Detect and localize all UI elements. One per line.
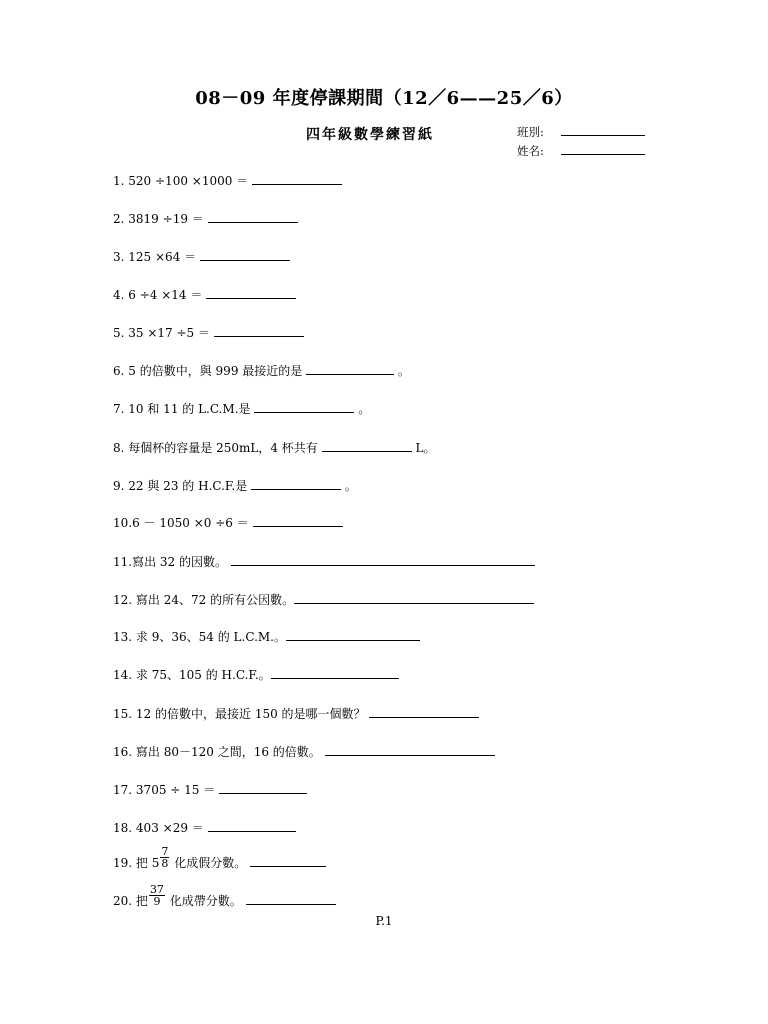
question-number: 13. xyxy=(113,630,133,644)
fraction-numerator: 37 xyxy=(149,883,164,896)
answer-blank[interactable] xyxy=(286,628,420,641)
fraction-denominator: 8 xyxy=(161,857,169,870)
answer-blank[interactable] xyxy=(208,819,296,832)
question-suffix: 。 xyxy=(397,364,410,378)
question-4 xyxy=(113,286,296,303)
question-text-after: 化成假分數。 xyxy=(174,856,247,870)
question-text: 12 的倍數中，最接近 150 的是哪一個數？ xyxy=(135,707,366,721)
question-number: 2. xyxy=(113,212,125,226)
question-suffix: L。 xyxy=(415,441,436,455)
question-14 xyxy=(113,666,399,683)
question-1 xyxy=(113,172,342,189)
question-18 xyxy=(113,819,296,836)
worksheet-subtitle: 四年級數學練習紙 xyxy=(306,127,434,143)
class-label: 班別: xyxy=(517,125,544,139)
question-number: 14. xyxy=(113,668,133,682)
question-text: 520 ÷100 ×1000 ＝ xyxy=(128,174,249,188)
question-13 xyxy=(113,628,420,645)
question-text: 求 75、105 的 H.C.F.。 xyxy=(135,668,271,682)
question-number: 1. xyxy=(113,174,125,188)
class-blank[interactable] xyxy=(561,125,645,136)
question-8 xyxy=(113,439,435,456)
question-17 xyxy=(113,781,307,798)
question-number: 17. xyxy=(113,783,133,797)
question-number: 11. xyxy=(113,555,133,569)
answer-blank[interactable] xyxy=(254,400,354,413)
answer-blank[interactable] xyxy=(306,362,394,375)
question-number: 7. xyxy=(113,402,125,416)
fraction-numerator: 7 xyxy=(161,845,169,858)
answer-blank[interactable] xyxy=(369,705,479,718)
question-number: 18. xyxy=(113,821,133,835)
question-2 xyxy=(113,210,298,227)
question-15 xyxy=(113,705,479,722)
answer-blank[interactable] xyxy=(246,892,336,905)
answer-blank[interactable] xyxy=(206,286,296,299)
answer-blank[interactable] xyxy=(251,477,341,490)
question-text: 22 與 23 的 H.C.F.是 xyxy=(128,479,248,493)
question-number: 20. xyxy=(113,894,133,908)
page-number: P.1 xyxy=(375,914,393,928)
question-suffix: 。 xyxy=(358,402,371,416)
answer-blank[interactable] xyxy=(294,591,534,604)
question-19 xyxy=(113,846,326,871)
answer-blank[interactable] xyxy=(208,210,298,223)
question-number: 15. xyxy=(113,707,133,721)
question-3 xyxy=(113,248,290,265)
question-6 xyxy=(113,362,410,379)
question-text: 每個杯的容量是 250mL，4 杯共有 xyxy=(128,441,318,455)
question-text: 6 － 1050 ×0 ÷6 ＝ xyxy=(132,516,249,530)
question-16 xyxy=(113,743,495,760)
answer-blank[interactable] xyxy=(200,248,290,261)
name-field xyxy=(517,143,645,159)
question-number: 5. xyxy=(113,326,125,340)
answer-blank[interactable] xyxy=(325,743,495,756)
question-suffix: 。 xyxy=(344,479,357,493)
question-text: 10 和 11 的 L.C.M.是 xyxy=(128,402,251,416)
question-number: 4. xyxy=(113,288,125,302)
question-text: 寫出 80－120 之間，16 的倍數。 xyxy=(135,745,321,759)
question-text: 3705 ÷ 15 ＝ xyxy=(135,783,216,797)
answer-blank[interactable] xyxy=(252,172,342,185)
class-field xyxy=(517,124,645,140)
question-text-before: 把 xyxy=(135,894,148,908)
question-text: 3819 ÷19 ＝ xyxy=(128,212,204,226)
question-12 xyxy=(113,591,534,608)
question-text: 6 ÷4 ×14 ＝ xyxy=(128,288,203,302)
question-7 xyxy=(113,400,370,417)
answer-blank[interactable] xyxy=(322,439,412,452)
name-blank[interactable] xyxy=(561,144,645,155)
question-number: 6. xyxy=(113,364,125,378)
page-title: 08－09 年度停課期間（12／6——25／6） xyxy=(195,88,573,109)
question-number: 19. xyxy=(113,856,133,870)
answer-blank[interactable] xyxy=(214,324,304,337)
question-text-after: 化成帶分數。 xyxy=(169,894,242,908)
answer-blank[interactable] xyxy=(219,781,307,794)
answer-blank[interactable] xyxy=(231,553,535,566)
name-label: 姓名: xyxy=(517,144,544,158)
question-10 xyxy=(113,514,343,531)
question-text: 求 9、36、54 的 L.C.M.。 xyxy=(135,630,286,644)
fraction-denominator: 9 xyxy=(153,895,161,908)
question-text: 寫出 32 的因數。 xyxy=(132,555,227,569)
answer-blank[interactable] xyxy=(271,666,399,679)
question-number: 8. xyxy=(113,441,125,455)
question-11 xyxy=(113,553,535,570)
question-text-before: 把 5 xyxy=(135,856,160,870)
question-number: 3. xyxy=(113,250,125,264)
question-9 xyxy=(113,477,357,494)
question-text: 403 ×29 ＝ xyxy=(135,821,204,835)
fraction xyxy=(160,846,169,869)
fraction xyxy=(149,884,165,907)
question-text: 125 ×64 ＝ xyxy=(128,250,197,264)
question-text: 5 的倍數中，與 999 最接近的是 xyxy=(128,364,303,378)
question-20 xyxy=(113,884,336,909)
question-text: 35 ×17 ÷5 ＝ xyxy=(128,326,211,340)
question-number: 12. xyxy=(113,593,133,607)
question-number: 10. xyxy=(113,516,133,530)
answer-blank[interactable] xyxy=(253,514,343,527)
question-number: 16. xyxy=(113,745,133,759)
question-5 xyxy=(113,324,304,341)
answer-blank[interactable] xyxy=(250,854,326,867)
question-number: 9. xyxy=(113,479,125,493)
question-text: 寫出 24、72 的所有公因數。 xyxy=(135,593,295,607)
